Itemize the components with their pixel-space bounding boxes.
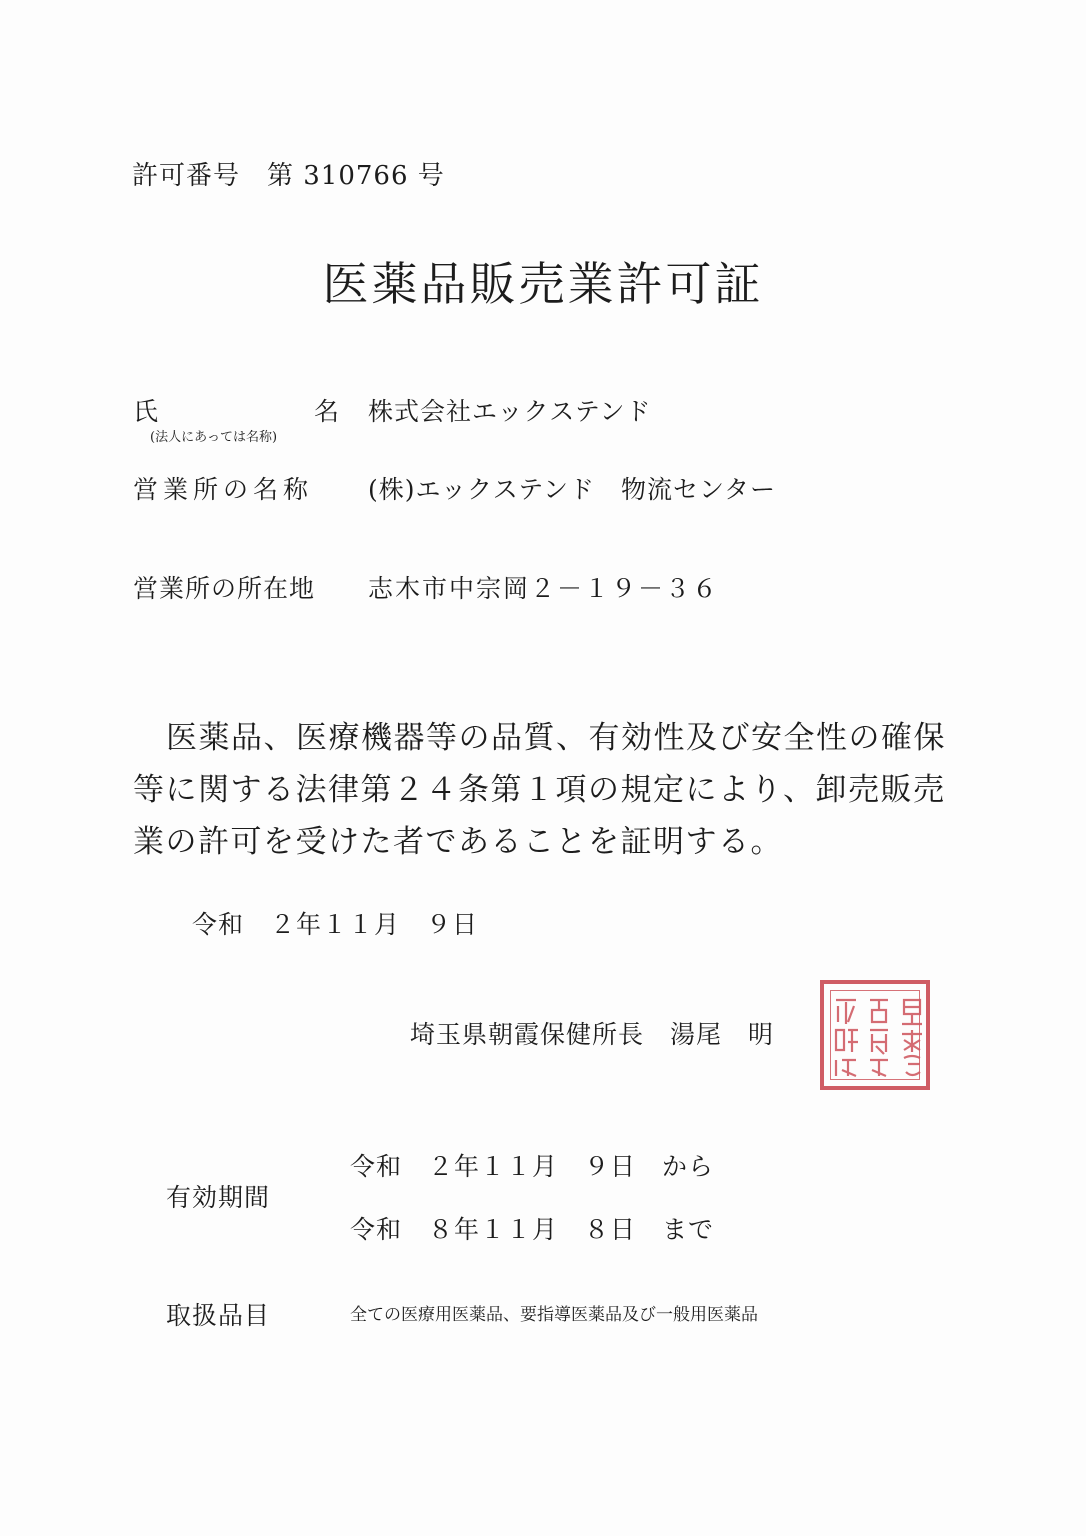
permit-number: 許可番号 第 310766 号 [132,161,445,191]
validity-from: 令和 ２年１１月 ９日 から [350,1152,715,1181]
name-label-left: 氏 [133,397,159,426]
office-name-value: (株)エックステンド 物流センター [368,475,777,504]
handled-items-label: 取扱品目 [166,1301,271,1330]
validity-to: 令和 ８年１１月 ８日 まで [350,1215,715,1244]
name-label-note: (法人にあっては名称) [150,430,278,445]
certification-statement: 医薬品、医療機器等の品質、有効性及び安全性の確保等に関する法律第２４条第１項の規定により、卸売販売業の許可を受けた者であることを証明する。 [133,720,946,860]
seal-glyph-strokes [824,984,934,1094]
address-label: 営業所の所在地 [133,574,316,603]
name-value: 株式会社エックステンド [368,397,652,426]
office-name-label: 営業所の名称 [133,475,314,504]
official-seal-stamp [820,980,930,1090]
handled-items-value: 全ての医療用医薬品、要指導医薬品及び一般用医薬品 [350,1305,758,1325]
issuer-name: 埼玉県朝霞保健所長 湯尾 明 [410,1020,775,1049]
document-title: 医薬品販売業許可証 [322,257,764,311]
address-value: 志木市中宗岡２－１９－３６ [368,574,720,603]
validity-label: 有効期間 [166,1183,271,1212]
issue-date: 令和 ２年１１月 ９日 [192,910,479,939]
name-label-right: 名 [314,397,340,426]
